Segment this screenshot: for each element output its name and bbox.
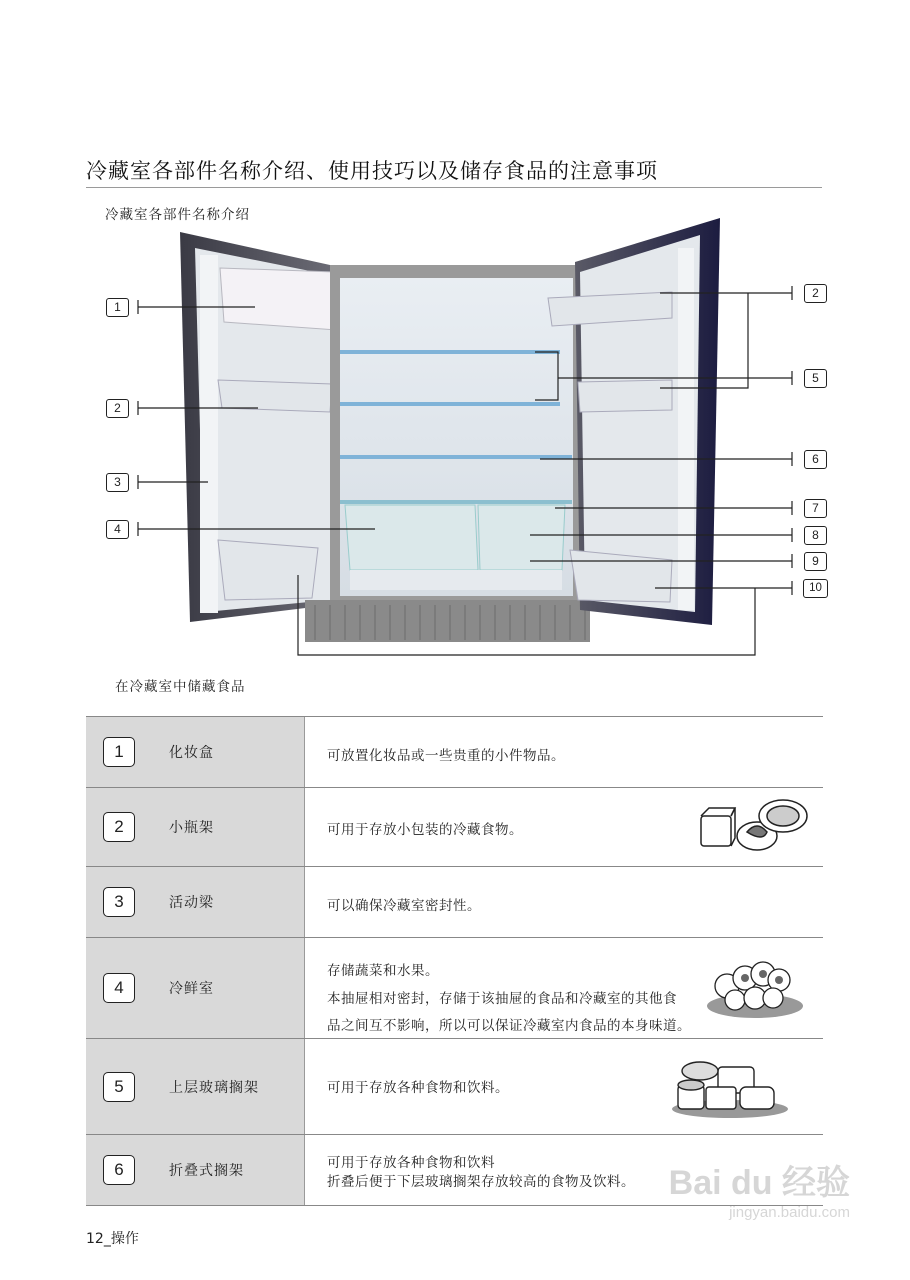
callout-label-8: 8 bbox=[804, 526, 827, 545]
callout-label-7: 7 bbox=[804, 499, 827, 518]
baidu-watermark bbox=[669, 1155, 850, 1221]
table-row bbox=[86, 1038, 823, 1134]
part-description: 品之间互不影响，所以可以保证冷藏室内食品的本身味道。 bbox=[327, 1018, 691, 1034]
callout-label-5: 5 bbox=[804, 369, 827, 388]
callout-label-10: 10 bbox=[803, 579, 828, 598]
callout-label-1: 1 bbox=[106, 298, 129, 317]
row-number: 1 bbox=[103, 737, 135, 767]
fruit-vegetables-icon bbox=[705, 956, 805, 1022]
section-subtitle-parts: 冷藏室各部件名称介绍 bbox=[105, 207, 250, 223]
watermark-url: jingyan.baidu.com bbox=[729, 1204, 850, 1221]
part-description: 可放置化妆品或一些贵重的小件物品。 bbox=[327, 748, 565, 764]
row-number: 6 bbox=[103, 1155, 135, 1185]
food-containers-icon bbox=[670, 1057, 790, 1119]
row-number: 3 bbox=[103, 887, 135, 917]
part-description: 折叠后便于下层玻璃搁架存放较高的食物及饮料。 bbox=[327, 1174, 635, 1190]
table-row bbox=[86, 787, 823, 866]
parts-table bbox=[86, 716, 823, 1206]
part-description: 可以确保冷藏室密封性。 bbox=[327, 898, 481, 914]
callout-label-3: 3 bbox=[106, 473, 129, 492]
row-number: 5 bbox=[103, 1072, 135, 1102]
page-footer: 12_操作 bbox=[86, 1231, 139, 1247]
row-number: 4 bbox=[103, 973, 135, 1003]
callout-label-9: 9 bbox=[804, 552, 827, 571]
part-name: 折叠式搁架 bbox=[169, 1163, 244, 1179]
callout-label-6: 6 bbox=[804, 450, 827, 469]
part-description: 存储蔬菜和水果。 bbox=[327, 963, 439, 979]
part-name: 化妆盒 bbox=[169, 745, 214, 761]
part-description: 本抽屉相对密封，存储于该抽屉的食品和冷藏室的其他食 bbox=[327, 991, 677, 1007]
food-packages-icon bbox=[695, 792, 815, 860]
part-name: 上层玻璃搁架 bbox=[169, 1079, 259, 1096]
table-row bbox=[86, 937, 823, 1038]
callout-label-2-left: 2 bbox=[106, 399, 129, 418]
row-number: 2 bbox=[103, 812, 135, 842]
table-row bbox=[86, 716, 823, 787]
part-description: 可用于存放各种食物和饮料 bbox=[327, 1155, 495, 1171]
part-name: 活动梁 bbox=[169, 895, 214, 911]
callout-label-2-right: 2 bbox=[804, 284, 827, 303]
part-description: 可用于存放小包装的冷藏食物。 bbox=[327, 822, 523, 838]
page-title: 冷藏室各部件名称介绍、使用技巧以及储存食品的注意事项 bbox=[86, 159, 658, 183]
part-name: 小瓶架 bbox=[169, 820, 214, 836]
watermark-logo: Bai du 经验 bbox=[668, 1164, 850, 1202]
section-subtitle-storage: 在冷藏室中储藏食品 bbox=[115, 679, 246, 695]
part-name: 冷鲜室 bbox=[169, 981, 214, 997]
part-description: 可用于存放各种食物和饮料。 bbox=[327, 1080, 509, 1096]
callout-label-4: 4 bbox=[106, 520, 129, 539]
table-row bbox=[86, 866, 823, 937]
